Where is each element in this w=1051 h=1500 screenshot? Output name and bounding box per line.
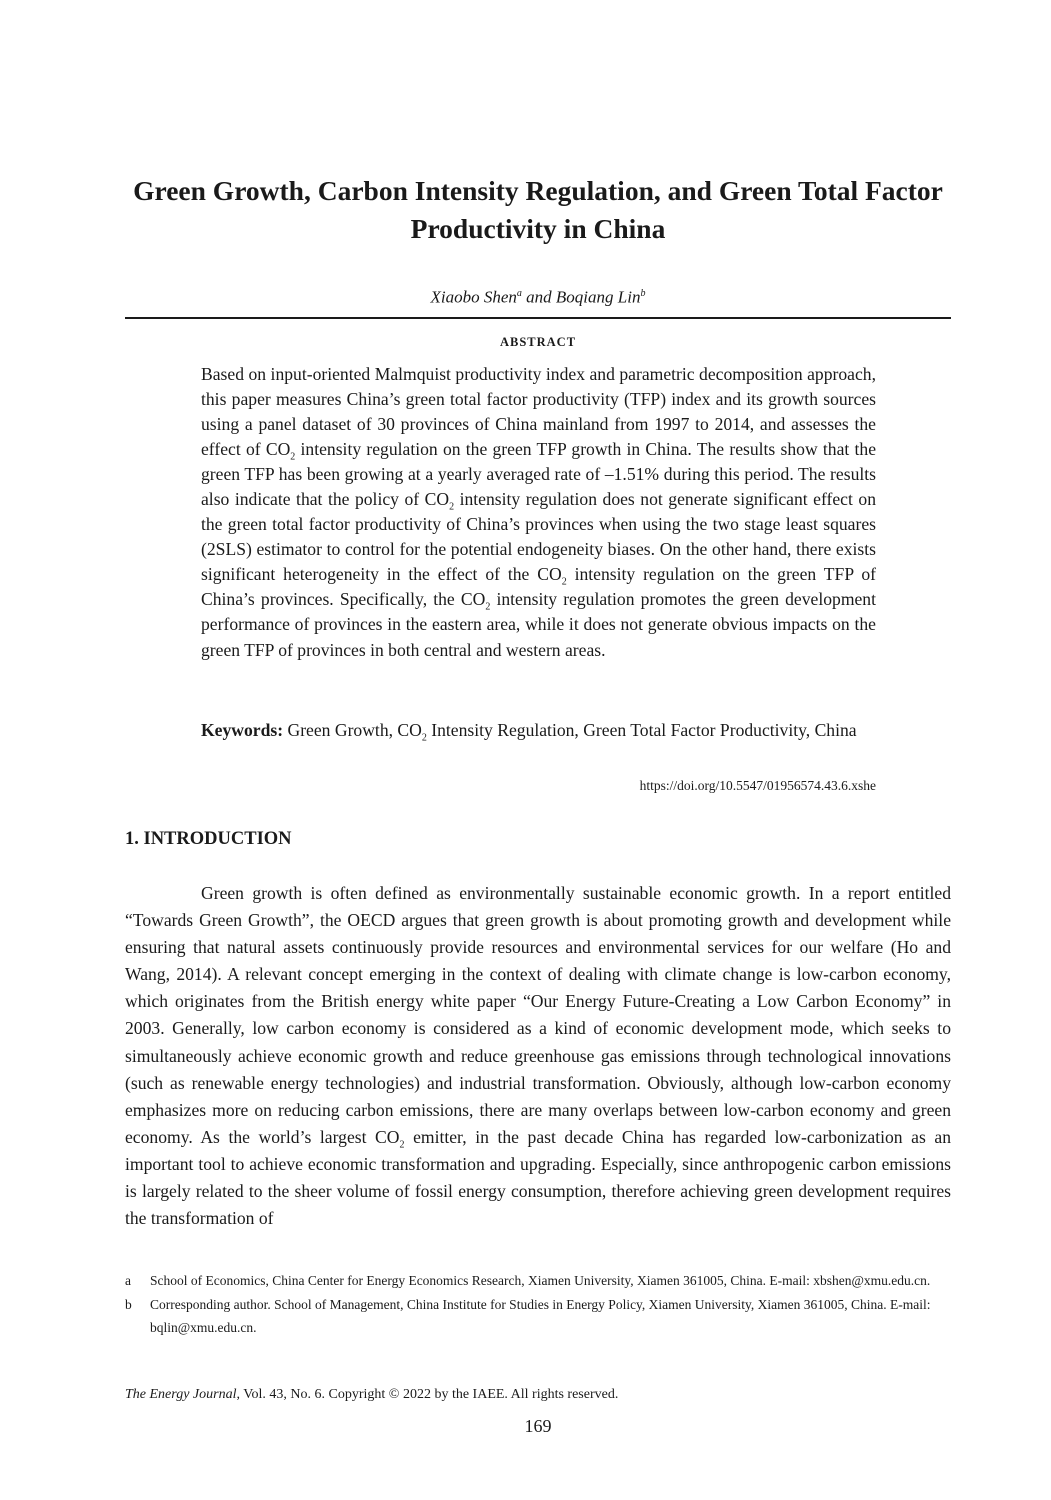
keywords-text: Green Growth, CO bbox=[283, 720, 422, 740]
journal-name: The Energy Journal bbox=[125, 1387, 237, 1402]
abstract-text-run: intensity regulation promotes the green development performance of provinces in the eastern area, while it does not generate obvious impacts on the green TFP of provinces in both central and western areas. bbox=[201, 589, 876, 660]
abstract-text-run: intensity regulation on the green TFP growth in China. The results show that the green TFP has been growing at a yearly averaged rate of –1.51% during this period. The results also indicate that the policy of CO bbox=[201, 439, 877, 510]
keywords-text: Intensity Regulation, Green Total Factor Productivity, China bbox=[426, 720, 857, 740]
footnotes bbox=[125, 1270, 951, 1341]
affiliation-mark: a bbox=[516, 288, 522, 299]
subscript: 2 bbox=[399, 1139, 405, 1151]
author-joiner: and bbox=[521, 287, 556, 307]
introduction-paragraph bbox=[125, 880, 951, 1232]
doi-link[interactable]: https://doi.org/10.5547/01956574.43.6.xshe bbox=[639, 778, 876, 793]
author-name: Xiaobo Shen bbox=[430, 287, 517, 307]
abstract-body bbox=[201, 362, 876, 663]
footnote bbox=[125, 1270, 951, 1292]
abstract-text-run: Based on input-oriented Malmquist productivity index and parametric decomposition approach, this paper measures China’s green total factor productivity (TFP) index and its growth sources using a panel dataset of 30 provinces of China mainland from 1997 to 2014, and assesses the effect of CO bbox=[201, 364, 876, 460]
subscript: 2 bbox=[449, 501, 455, 513]
footnote-mark: a bbox=[125, 1273, 131, 1288]
footnote bbox=[125, 1294, 951, 1339]
keywords bbox=[201, 718, 876, 743]
paper-title: Green Growth, Carbon Intensity Regulation, and Green Total Factor Productivity in China bbox=[133, 175, 943, 244]
section-heading: 1. INTRODUCTION bbox=[125, 829, 292, 849]
footnote-text: Corresponding author. School of Management, China Institute for Studies in Energy Policy, Xiamen University, Xiamen 361005, China. E-mail: bqlin@xmu.edu.cn. bbox=[150, 1297, 931, 1335]
author-name: Boqiang Lin bbox=[555, 287, 641, 307]
page-number: 169 bbox=[524, 1416, 552, 1436]
header-divider bbox=[125, 317, 951, 319]
abstract-text-run: intensity regulation on the green TFP of China’s provinces. Specifically, the CO bbox=[201, 564, 876, 610]
body-text-run: Green growth is often defined as environmentally sustainable economic growth. In a report entitled “Towards Green Growth”, the OECD argues that green growth is about promoting growth and development while ensuring that natural assets continuously provide resources and environmental services for our welfare (Ho and Wang, 2014). A relevant concept emerging in the context of dealing with climate change is low-carbon economy, which originates from the British energy white paper “Our Energy Future-Creating a Low Carbon Economy” in 2003. Generally, low carbon economy is considered as a kind of economic development mode, which seeks to simultaneously achieve economic growth and reduce greenhouse gas emissions through technological innovations (such as renewable energy technologies) and industrial transformation. Obviously, although low-carbon economy emphasizes more on reducing carbon emissions, there are many overlaps between low-carbon economy and green economy. As the world’s largest CO bbox=[125, 883, 951, 1147]
body-text-run: emitter, in the past decade China has regarded low-carbonization as an important tool to achieve economic transformation and upgrading. Especially, since anthropogenic carbon emissions is largely related to the sheer volume of fossil energy consumption, therefore achieving green development requires the transformation of bbox=[125, 1126, 951, 1229]
keywords-label: Keywords: bbox=[201, 720, 284, 740]
subscript: 2 bbox=[421, 732, 427, 744]
subscript: 2 bbox=[561, 576, 567, 588]
abstract-heading: ABSTRACT bbox=[499, 335, 577, 349]
footnote-text: School of Economics, China Center for Energy Economics Research, Xiamen University, Xiamen 361005, China. E-mail: xbshen@xmu.edu.cn. bbox=[150, 1273, 931, 1288]
journal-citation bbox=[125, 1385, 951, 1405]
author-line bbox=[125, 283, 951, 309]
affiliation-mark: b bbox=[640, 288, 646, 299]
subscript: 2 bbox=[290, 451, 296, 463]
footnote-mark: b bbox=[125, 1297, 132, 1313]
subscript: 2 bbox=[485, 601, 491, 613]
abstract-text-run: intensity regulation does not generate significant effect on the green total factor productivity of China’s provinces when using the two stage least squares (2SLS) estimator to control for the potential endogeneity biases. On the other hand, there exists significant heterogeneity in the effect of the CO bbox=[201, 489, 876, 585]
journal-details: , Vol. 43, No. 6. Copyright © 2022 by the IAEE. All rights reserved. bbox=[236, 1387, 619, 1402]
